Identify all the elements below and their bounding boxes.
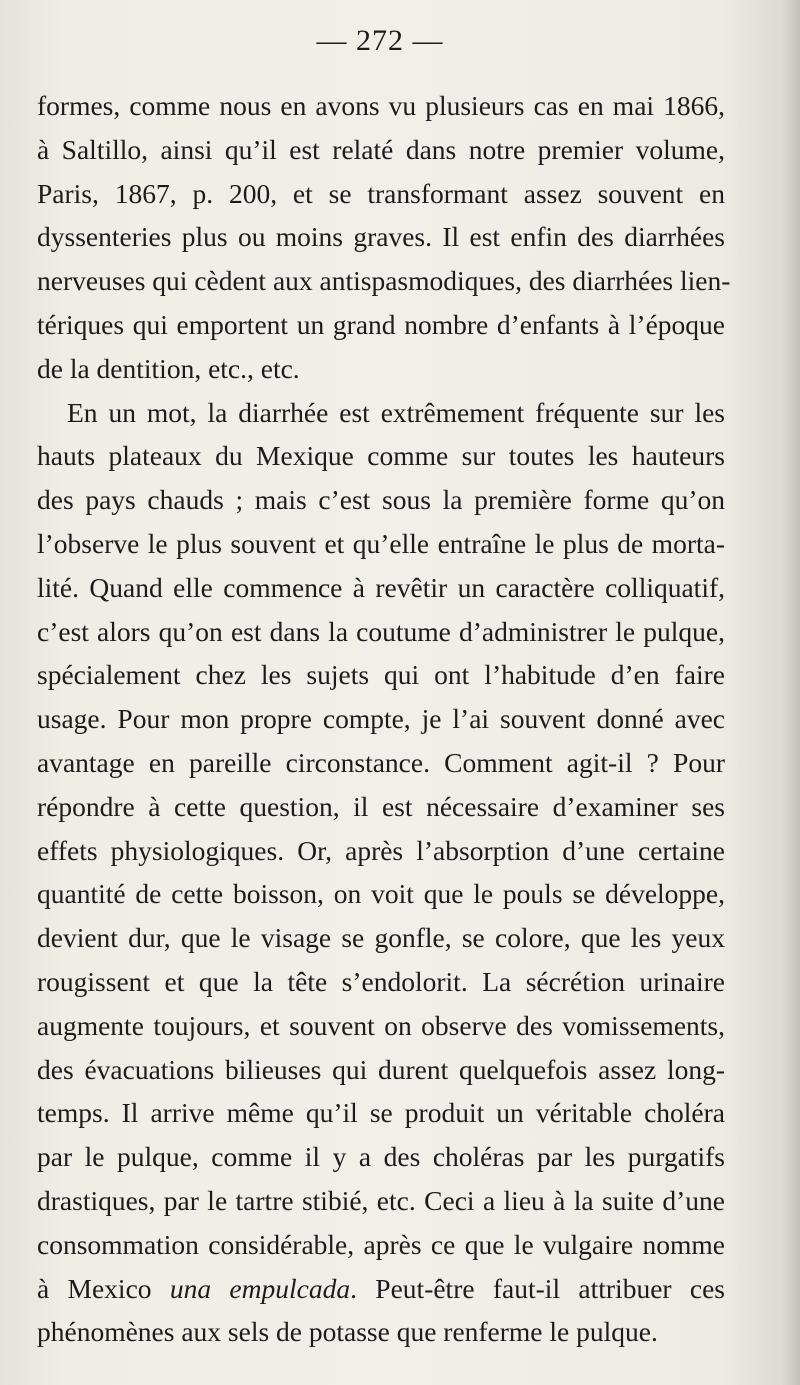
- text-line: l’observe le plus souvent et qu’elle entraîne le plus de morta-: [37, 527, 725, 559]
- text-line-with-italic: [37, 1267, 725, 1311]
- text-line: effets physiologiques. Or, après l’absorption d’une certaine: [37, 834, 725, 866]
- text-line: des évacuations bilieuses qui durent quelquefois assez long-: [37, 1053, 725, 1085]
- text-line: augmente toujours, et souvent on observe des vomissements,: [37, 1009, 725, 1041]
- text-line: formes, comme nous en avons vu plusieurs cas en mai 1866,: [37, 90, 725, 121]
- text-line: avantage en pareille circonstance. Comment agit-il ? Pour: [37, 746, 725, 778]
- text-line: par le pulque, comme il y a des choléras par les purgatifs: [37, 1141, 725, 1173]
- text-line: tériques qui emportent un grand nombre d’enfants à l’époque: [37, 308, 725, 340]
- text-line: phénomènes aux sels de potasse que renferme le pulque.: [37, 1316, 658, 1348]
- text-line: Paris, 1867, p. 200, et se transformant assez souvent en: [37, 177, 725, 209]
- text-segment: à Mexico: [37, 1272, 170, 1304]
- text-line: consommation considérable, après ce que le vulgaire nomme: [37, 1228, 725, 1260]
- text-line: des pays chauds ; mais c’est sous la première forme qu’on: [37, 484, 725, 516]
- body-text: [37, 84, 731, 1354]
- page-edge-shadow: [782, 0, 800, 1385]
- text-line: spécialement chez les sujets qui ont l’habitude d’en faire: [37, 659, 725, 691]
- text-line: lité. Quand elle commence à revêtir un caractère colliquatif,: [37, 571, 725, 603]
- text-line: drastiques, par le tartre stibié, etc. Ceci a lieu à la suite d’une: [37, 1184, 725, 1216]
- italic-phrase: una empulcada: [169, 1272, 351, 1304]
- page-number: — 272 —: [316, 24, 444, 57]
- text-line: devient dur, que le visage se gonfle, se colore, que les yeux: [37, 922, 725, 954]
- text-line: rougissent et que la tête s’endolorit. La sécrétion urinaire: [37, 965, 725, 997]
- text-segment: . Peut-être faut-il attribuer ces: [350, 1272, 725, 1304]
- text-line: à Saltillo, ainsi qu’il est relaté dans notre premier volume,: [37, 133, 725, 165]
- text-line: répondre à cette question, il est nécessaire d’examiner ses: [37, 790, 725, 822]
- text-line: nerveuses qui cèdent aux antispasmodiques, des diarrhées lien-: [37, 265, 731, 297]
- text-line: de la dentition, etc., etc.: [37, 352, 300, 384]
- text-line: temps. Il arrive même qu’il se produit un véritable choléra: [37, 1097, 725, 1129]
- text-line: c’est alors qu’on est dans la coutume d’administrer le pulque,: [37, 615, 725, 647]
- text-line: dyssenteries plus ou moins graves. Il est enfin des diarrhées: [37, 221, 725, 253]
- text-line: hauts plateaux du Mexique comme sur toutes les hauteurs: [37, 440, 725, 472]
- paragraph-start-line: En un mot, la diarrhée est extrêmement fréquente sur les: [67, 396, 725, 428]
- text-line: quantité de cette boisson, on voit que le pouls se développe,: [37, 878, 725, 910]
- text-line: usage. Pour mon propre compte, je l’ai souvent donné avec: [37, 703, 725, 735]
